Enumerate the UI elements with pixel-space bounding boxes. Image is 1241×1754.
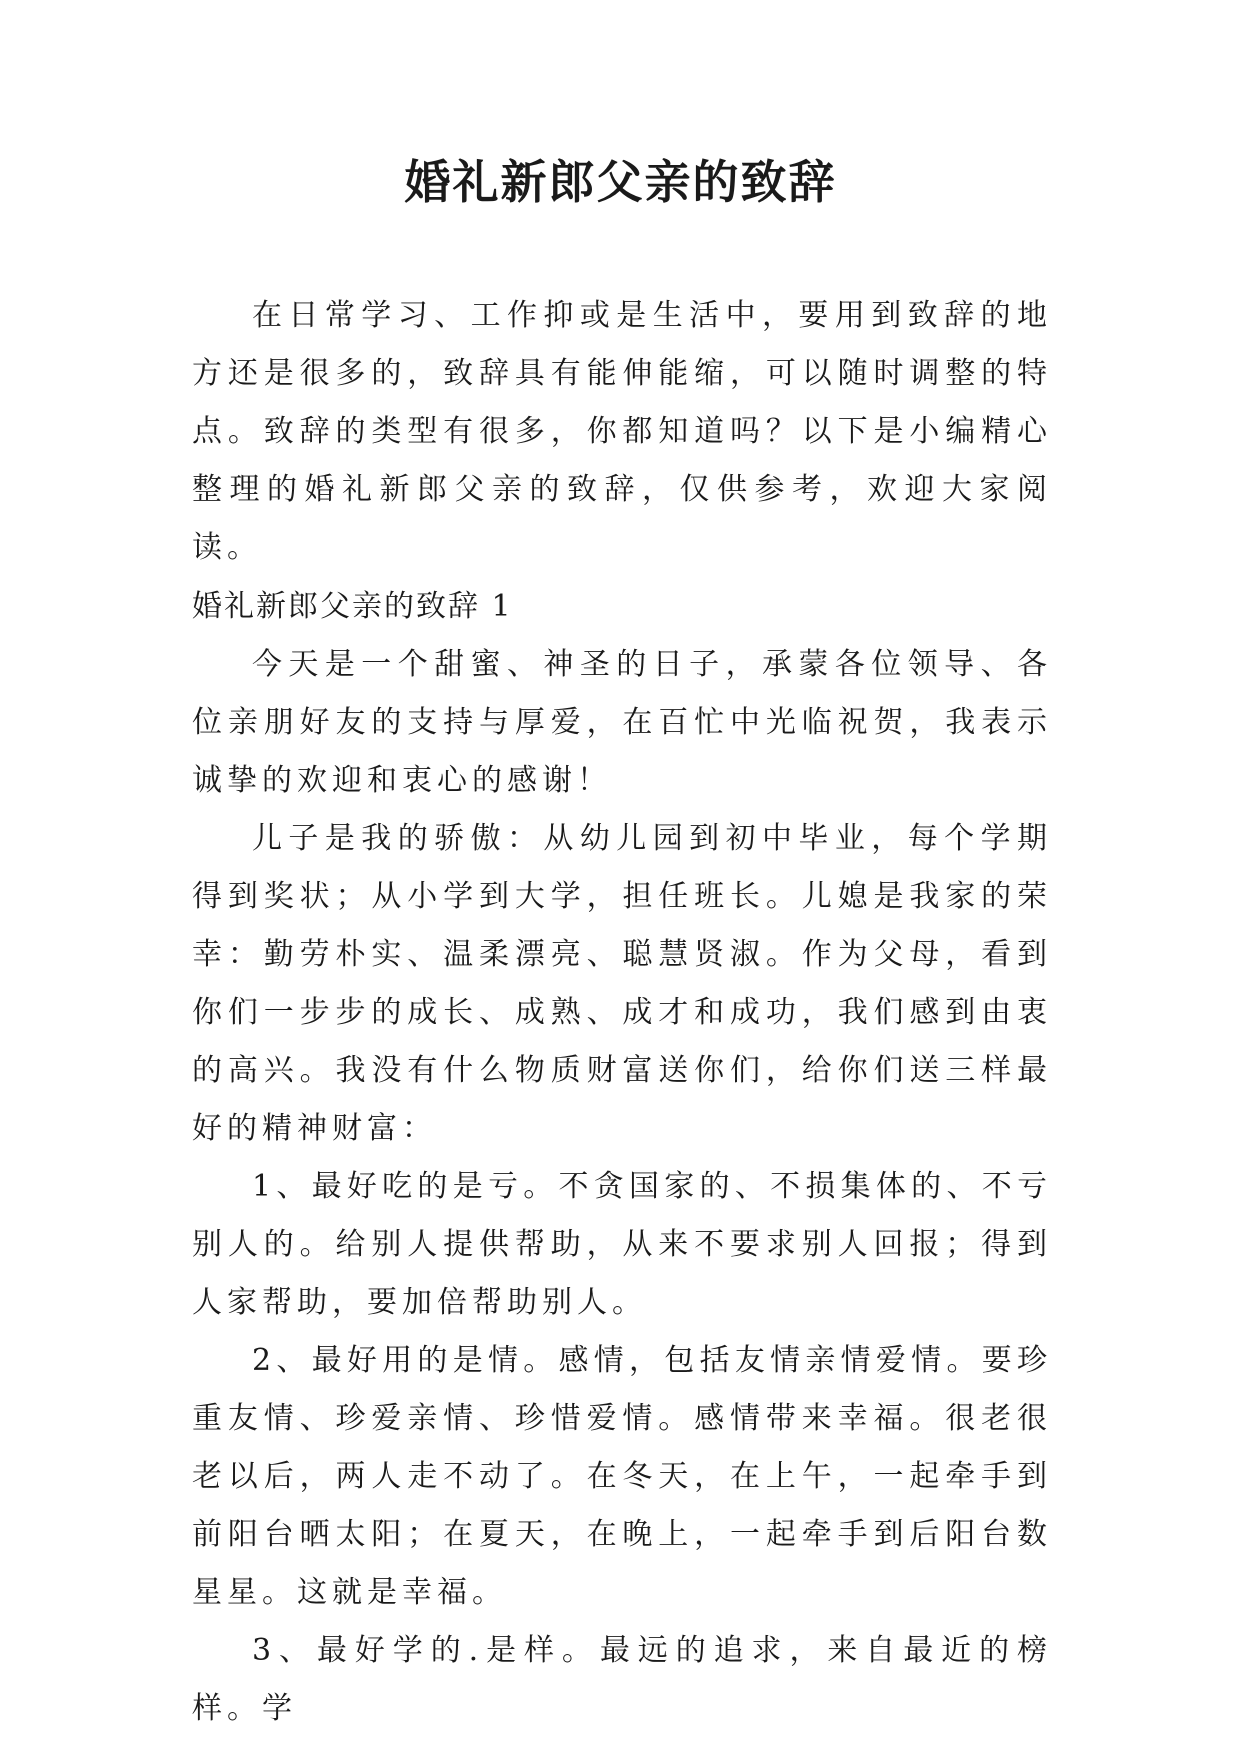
body-paragraph: 今天是一个甜蜜、神圣的日子，承蒙各位领导、各位亲朋好友的支持与厚爱，在百忙中光临祝贺，我表示诚挚的欢迎和衷心的感谢！ <box>192 647 1052 798</box>
section-1 <box>192 578 1052 1738</box>
intro-block <box>192 287 1052 577</box>
body-paragraph: 1、最好吃的是亏。不贪国家的、不损集体的、不亏别人的。给别人提供帮助，从来不要求别人回报；得到人家帮助，要加倍帮助别人。 <box>192 1169 1052 1320</box>
body-paragraph: 3、最好学的.是样。最远的追求，来自最近的榜样。学 <box>192 1633 1052 1726</box>
body-paragraph: 儿子是我的骄傲：从幼儿园到初中毕业，每个学期得到奖状；从小学到大学，担任班长。儿媳是我家的荣幸：勤劳朴实、温柔漂亮、聪慧贤淑。作为父母，看到你们一步步的成长、成熟、成才和成功，我们感到由衷的高兴。我没有什么物质财富送你们，给你们送三样最好的精神财富： <box>192 821 1052 1146</box>
section-heading: 婚礼新郎父亲的致辞 1 <box>192 589 513 624</box>
document-title: 婚礼新郎父亲的致辞 <box>404 155 837 209</box>
intro-paragraph: 在日常学习、工作抑或是生活中，要用到致辞的地方还是很多的，致辞具有能伸能缩，可以随时调整的特点。致辞的类型有很多，你都知道吗？以下是小编精心整理的婚礼新郎父亲的致辞，仅供参考，欢迎大家阅读。 <box>192 298 1052 565</box>
body-paragraph: 2、最好用的是情。感情，包括友情亲情爱情。要珍重友情、珍爱亲情、珍惜爱情。感情带来幸福。很老很老以后，两人走不动了。在冬天，在上午，一起牵手到前阳台晒太阳；在夏天，在晚上，一起牵手到后阳台数星星。这就是幸福。 <box>192 1343 1052 1610</box>
